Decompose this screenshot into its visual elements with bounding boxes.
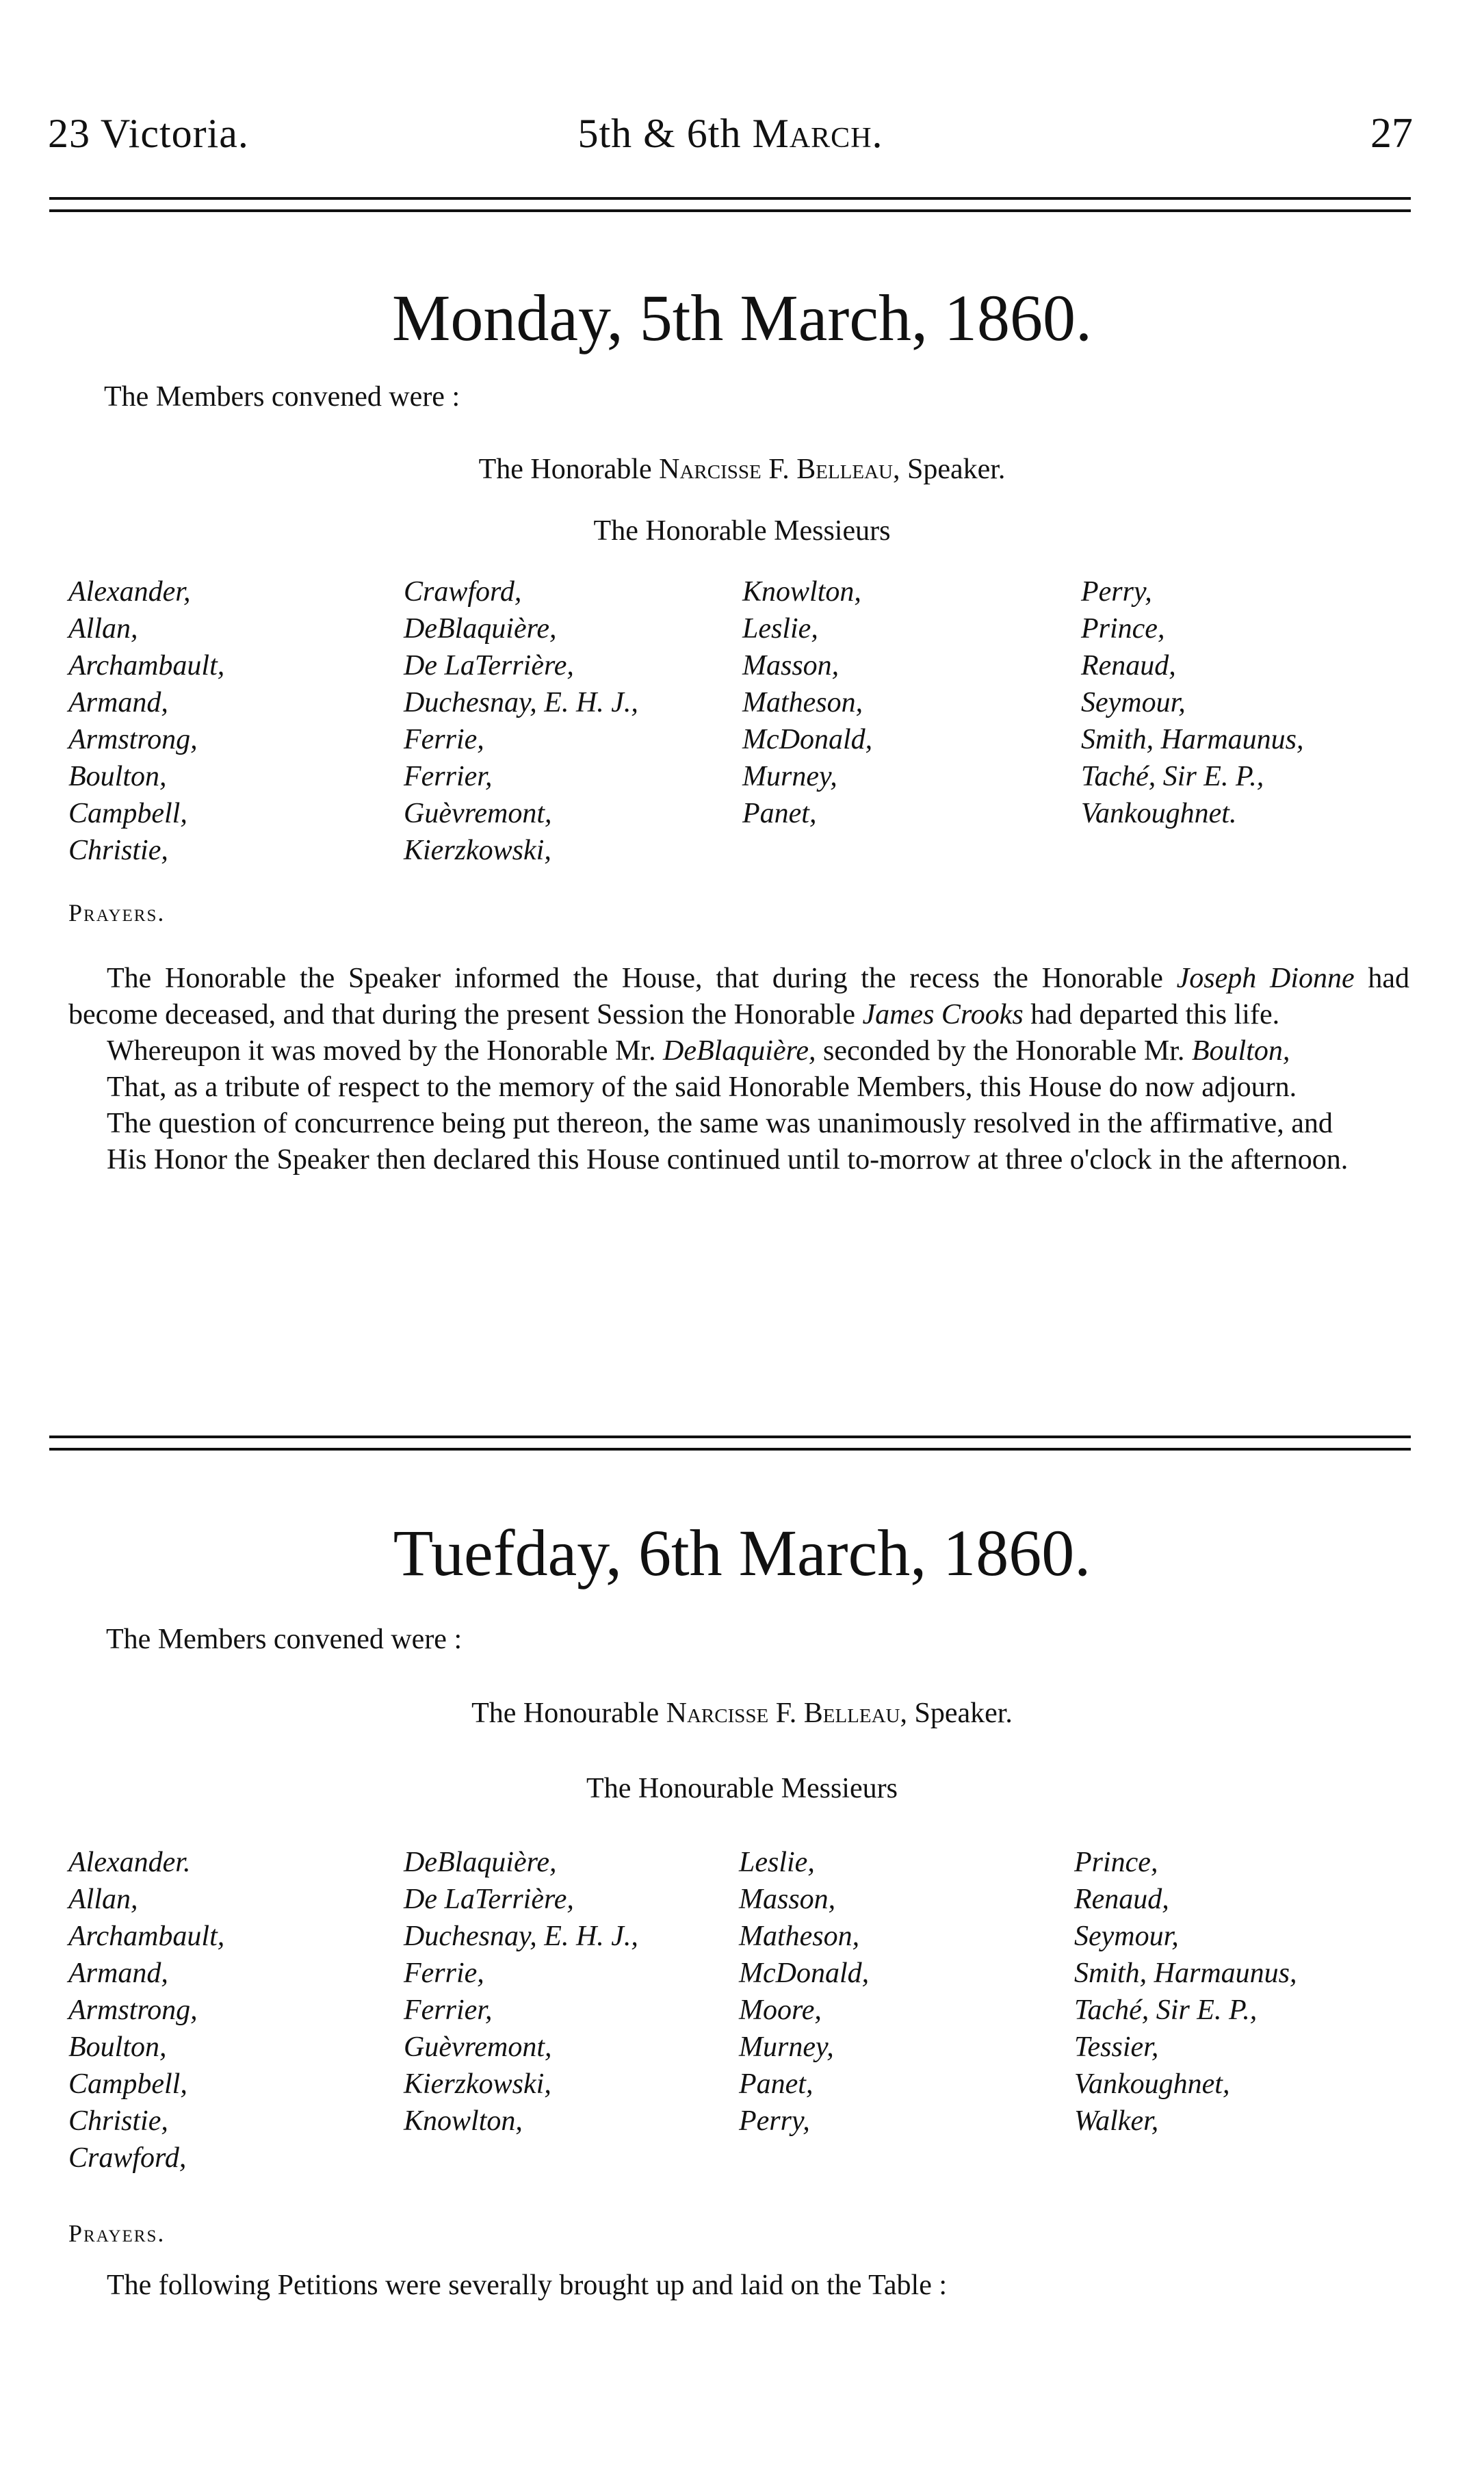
tuesday-member-name: Alexander. xyxy=(68,1847,191,1878)
monday-p2-text-b: seconded by the Honorable Mr. xyxy=(816,1035,1192,1067)
tuesday-member-name: Leslie, xyxy=(739,1847,815,1878)
monday-member-name: Crawford, xyxy=(404,576,522,608)
monday-member-name: Alexander, xyxy=(68,576,191,608)
running-head-volume: 23 Victoria. xyxy=(48,111,249,156)
monday-member-name: Ferrie, xyxy=(404,724,484,755)
section-rule xyxy=(49,1436,1411,1451)
tuesday-messieurs: The Honourable Messieurs xyxy=(586,1773,898,1804)
monday-member-name: Matheson, xyxy=(742,687,863,718)
tuesday-member-name: Boulton, xyxy=(68,2031,167,2063)
header-rule xyxy=(49,197,1411,212)
monday-member-name: Guèvremont, xyxy=(404,798,552,829)
monday-paragraph-1 xyxy=(68,961,1409,1033)
tuesday-member-name: Guèvremont, xyxy=(404,2031,552,2063)
monday-member-name: De LaTerrière, xyxy=(404,650,574,681)
tuesday-member-name: Ferrier, xyxy=(404,1995,493,2026)
monday-members-column-1 xyxy=(68,573,224,869)
tuesday-speaker-line xyxy=(0,1696,1484,1731)
monday-member-name: Kierzkowski, xyxy=(404,835,551,866)
monday-member-name: Campbell, xyxy=(68,798,187,829)
running-head-dates xyxy=(48,103,1413,164)
monday-proceedings xyxy=(68,961,1409,1178)
monday-members-column-2 xyxy=(404,573,638,869)
monday-speaker-suffix: , Speaker. xyxy=(892,454,1006,485)
tuesday-members-column-3 xyxy=(739,1844,869,2140)
tuesday-member-name: Moore, xyxy=(739,1995,822,2026)
monday-member-name: Armstrong, xyxy=(68,724,198,755)
running-head-days: 5th & 6th xyxy=(577,111,742,156)
monday-messieurs: The Honorable Messieurs xyxy=(593,515,891,547)
tuesday-member-name: Duchesnay, E. H. J., xyxy=(404,1921,638,1952)
tuesday-member-name: Seymour, xyxy=(1074,1921,1179,1952)
monday-member-name: Taché, Sir E. P., xyxy=(1081,761,1264,792)
tuesday-heading: Tuefday, 6th March, 1860. xyxy=(393,1516,1091,1589)
monday-member-name: Panet, xyxy=(742,798,817,829)
tuesday-members-column-4 xyxy=(1074,1844,1297,2140)
tuesday-member-name: De LaTerrière, xyxy=(404,1884,574,1915)
tuesday-member-name: Crawford, xyxy=(68,2142,187,2174)
tuesday-member-name: Vankoughnet, xyxy=(1074,2068,1230,2100)
tuesday-prayers: Prayers. xyxy=(68,2220,166,2247)
monday-p2-name-deblaquiere: DeBlaquière, xyxy=(662,1035,816,1067)
tuesday-members-column-1 xyxy=(68,1844,224,2177)
monday-member-name: Archambault, xyxy=(68,650,225,681)
tuesday-member-name: McDonald, xyxy=(739,1958,870,1989)
monday-member-name: Masson, xyxy=(742,650,839,681)
monday-members-list xyxy=(68,573,1416,874)
monday-p1-name-dionne: Joseph Dionne xyxy=(1176,963,1355,994)
tuesday-speaker-name: Narcisse F. Belleau xyxy=(666,1698,900,1729)
monday-member-name: Seymour, xyxy=(1081,687,1186,718)
tuesday-petitions-paragraph: The following Petitions were severally brought up and laid on the Table : xyxy=(107,2270,948,2301)
monday-prayers: Prayers. xyxy=(68,899,166,926)
monday-speaker-prefix: The Honorable xyxy=(478,454,660,485)
tuesday-member-name: Armand, xyxy=(68,1958,168,1989)
tuesday-proceedings xyxy=(68,2268,1409,2304)
monday-p1-text-a: The Honorable the Speaker informed the House, that during the recess the Honorable xyxy=(107,963,1177,994)
monday-paragraph-4: The question of concurrence being put thereon, the same was unanimously resolved in the affirmative, and xyxy=(107,1108,1333,1139)
tuesday-member-name: DeBlaquière, xyxy=(404,1847,557,1878)
tuesday-member-name: Perry, xyxy=(739,2105,810,2137)
monday-p1-text-c: had departed this life. xyxy=(1023,999,1280,1030)
monday-member-name: Murney, xyxy=(742,761,837,792)
tuesday-member-name: Allan, xyxy=(68,1884,138,1915)
monday-paragraph-5: His Honor the Speaker then declared this House continued until to-morrow at three o'clock in the afternoon. xyxy=(107,1144,1349,1175)
monday-paragraph-3: That, as a tribute of respect to the memory of the said Honorable Members, this House do now adjourn. xyxy=(107,1071,1297,1103)
running-head xyxy=(48,103,1413,164)
monday-member-name: Allan, xyxy=(68,613,138,645)
monday-p1-text-b: had become deceased, and that during the present Session the Honorable xyxy=(68,963,1409,1030)
monday-member-name: Smith, Harmaunus, xyxy=(1081,724,1304,755)
monday-member-name: McDonald, xyxy=(742,724,873,755)
monday-member-name: Ferrier, xyxy=(404,761,493,792)
monday-member-name: Vankoughnet. xyxy=(1081,798,1237,829)
tuesday-member-name: Prince, xyxy=(1074,1847,1158,1878)
tuesday-member-name: Panet, xyxy=(739,2068,813,2100)
tuesday-member-name: Smith, Harmaunus, xyxy=(1074,1958,1297,1989)
monday-paragraph-2 xyxy=(68,1033,1409,1069)
tuesday-member-name: Taché, Sir E. P., xyxy=(1074,1995,1258,2026)
tuesday-members-column-2 xyxy=(404,1844,638,2140)
tuesday-member-name: Campbell, xyxy=(68,2068,187,2100)
monday-speaker-name: Narcisse F. Belleau xyxy=(659,454,893,485)
tuesday-member-name: Renaud, xyxy=(1074,1884,1169,1915)
monday-member-name: Christie, xyxy=(68,835,168,866)
page-number: 27 xyxy=(1370,110,1413,157)
tuesday-convened: The Members convened were : xyxy=(106,1624,463,1655)
monday-member-name: Knowlton, xyxy=(742,576,861,608)
tuesday-speaker-suffix: , Speaker. xyxy=(900,1698,1013,1729)
tuesday-member-name: Christie, xyxy=(68,2105,168,2137)
monday-member-name: Leslie, xyxy=(742,613,818,645)
monday-member-name: Boulton, xyxy=(68,761,167,792)
monday-p2-name-boulton: Boulton, xyxy=(1191,1035,1290,1067)
monday-member-name: Renaud, xyxy=(1081,650,1176,681)
tuesday-member-name: Armstrong, xyxy=(68,1995,198,2026)
tuesday-member-name: Murney, xyxy=(739,2031,834,2063)
tuesday-member-name: Walker, xyxy=(1074,2105,1159,2137)
tuesday-members-list xyxy=(68,1844,1416,2179)
monday-member-name: Prince, xyxy=(1081,613,1165,645)
monday-members-column-3 xyxy=(742,573,872,832)
monday-heading: Monday, 5th March, 1860. xyxy=(392,281,1092,354)
tuesday-member-name: Archambault, xyxy=(68,1921,225,1952)
monday-member-name: Perry, xyxy=(1081,576,1152,608)
monday-p1-name-crooks: James Crooks xyxy=(862,999,1024,1030)
tuesday-member-name: Tessier, xyxy=(1074,2031,1159,2063)
tuesday-member-name: Ferrie, xyxy=(404,1958,484,1989)
tuesday-member-name: Kierzkowski, xyxy=(404,2068,551,2100)
monday-members-column-4 xyxy=(1081,573,1304,832)
monday-speaker-line xyxy=(0,452,1484,487)
running-head-month: March. xyxy=(752,111,883,156)
monday-member-name: Duchesnay, E. H. J., xyxy=(404,687,638,718)
monday-member-name: DeBlaquière, xyxy=(404,613,557,645)
monday-member-name: Armand, xyxy=(68,687,168,718)
tuesday-speaker-prefix: The Honourable xyxy=(471,1698,666,1729)
tuesday-member-name: Masson, xyxy=(739,1884,836,1915)
monday-convened: The Members convened were : xyxy=(104,381,460,413)
monday-p2-text-a: Whereupon it was moved by the Honorable Mr. xyxy=(107,1035,663,1067)
tuesday-member-name: Knowlton, xyxy=(404,2105,523,2137)
tuesday-member-name: Matheson, xyxy=(739,1921,860,1952)
